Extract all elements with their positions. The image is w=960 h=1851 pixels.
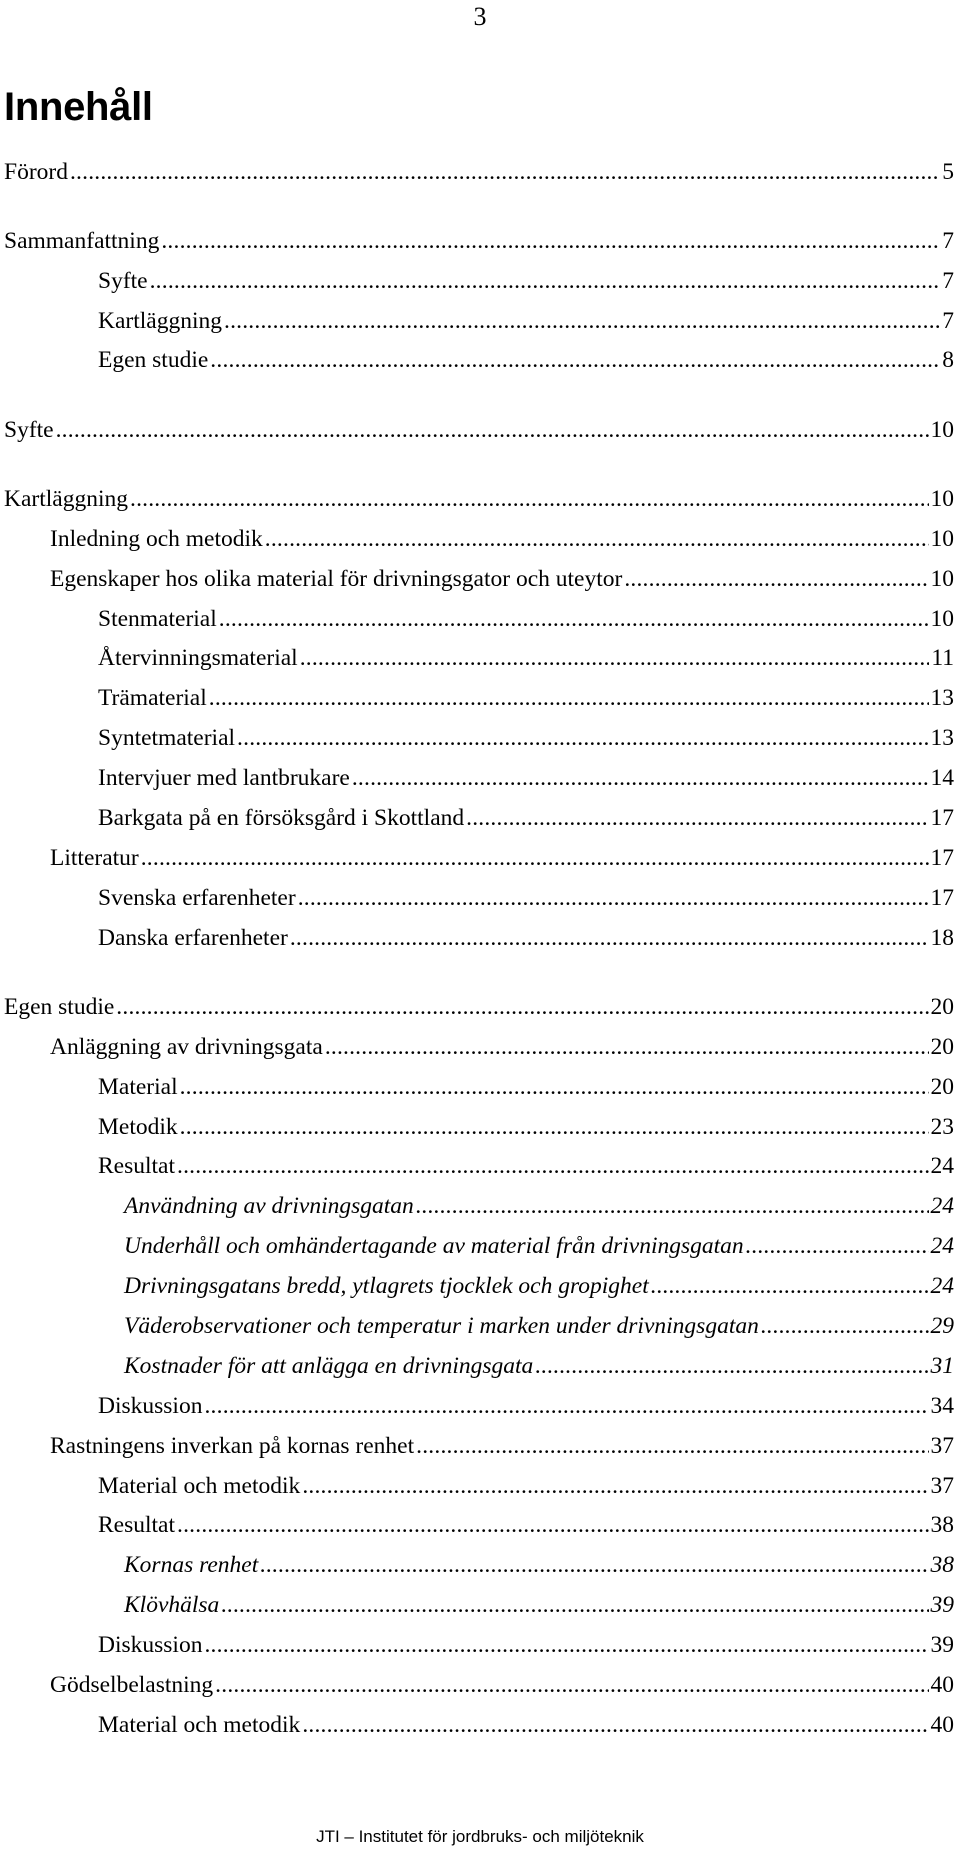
dot-leader — [215, 1669, 928, 1701]
toc-entry-title: Syfte — [98, 268, 148, 294]
toc-entry-title: Resultat — [98, 1153, 176, 1179]
dot-leader — [180, 1071, 929, 1103]
toc-entry-title: Förord — [4, 159, 68, 185]
dot-leader — [150, 265, 941, 297]
toc-entry-title: Diskussion — [98, 1393, 203, 1419]
toc-entry-title: Kornas renhet — [124, 1552, 259, 1578]
toc-entry[interactable] — [98, 682, 954, 714]
dot-leader — [221, 1589, 928, 1621]
page-footer: JTI – Institutet för jordbruks- och miljöteknik — [316, 1827, 644, 1846]
dot-leader — [265, 523, 929, 555]
toc-entry-page: 20 — [930, 1074, 954, 1100]
toc-entry-page: 10 — [930, 486, 954, 512]
toc-entry-title: Återvinningsmaterial — [98, 645, 298, 671]
dot-leader — [325, 1031, 929, 1063]
toc-entry-title: Klövhälsa — [124, 1592, 220, 1618]
toc-entry-page: 10 — [930, 526, 954, 552]
toc-entry-title: Anläggning av drivningsgata — [50, 1034, 323, 1060]
toc-entry-title: Stenmaterial — [98, 606, 217, 632]
dot-leader — [204, 1390, 928, 1422]
toc-entry[interactable] — [98, 1111, 954, 1143]
dot-leader — [761, 1310, 929, 1342]
toc-entry[interactable] — [124, 1270, 954, 1302]
toc-entry[interactable] — [98, 344, 954, 376]
toc-entry-page: 5 — [942, 159, 954, 185]
dot-leader — [352, 762, 929, 794]
toc-entry-title: Svenska erfarenheter — [98, 885, 296, 911]
toc-entry-title: Väderobservationer och temperatur i marken under drivningsgatan — [124, 1313, 759, 1339]
toc-entry-page: 37 — [930, 1473, 954, 1499]
toc-entry-page: 10 — [930, 566, 954, 592]
toc-entry-page: 13 — [930, 685, 954, 711]
toc-entry[interactable] — [50, 563, 954, 595]
toc-entry-page: 24 — [930, 1273, 954, 1299]
toc-entry-page: 24 — [930, 1153, 954, 1179]
toc-entry-page: 29 — [930, 1313, 954, 1339]
dot-leader — [224, 305, 940, 337]
dot-leader — [177, 1509, 928, 1541]
toc-entry[interactable] — [98, 1150, 954, 1182]
toc-entry-title: Egen studie — [98, 347, 209, 373]
toc-entry-title: Rastningens inverkan på kornas renhet — [50, 1433, 415, 1459]
toc-entry-title: Syfte — [4, 417, 54, 443]
toc-entry-page: 24 — [930, 1233, 954, 1259]
toc-entry-page: 18 — [930, 925, 954, 951]
toc-entry[interactable] — [4, 991, 954, 1023]
toc-entry[interactable] — [124, 1230, 954, 1262]
toc-entry-title: Material — [98, 1074, 178, 1100]
toc-entry[interactable] — [124, 1549, 954, 1581]
dot-leader — [70, 156, 940, 188]
toc-entry-page: 17 — [930, 805, 954, 831]
dot-leader — [237, 722, 928, 754]
toc-entry[interactable] — [98, 802, 954, 834]
toc-entry-page: 40 — [930, 1672, 954, 1698]
toc-entry[interactable] — [98, 603, 954, 635]
toc-entry-title: Kostnader för att anlägga en drivningsgata — [124, 1353, 534, 1379]
toc-entry[interactable] — [4, 156, 954, 188]
dot-leader — [298, 882, 929, 914]
dot-leader — [651, 1270, 929, 1302]
toc-entry[interactable] — [98, 762, 954, 794]
toc-entry-title: Material och metodik — [98, 1712, 301, 1738]
toc-entry[interactable] — [98, 722, 954, 754]
toc-entry-page: 24 — [930, 1193, 954, 1219]
dot-leader — [624, 563, 928, 595]
dot-leader — [130, 483, 929, 515]
toc-entry[interactable] — [4, 225, 954, 257]
toc-entry-title: Egen studie — [4, 994, 115, 1020]
toc-entry[interactable] — [50, 1031, 954, 1063]
toc-entry-page: 20 — [930, 994, 954, 1020]
dot-leader — [416, 1190, 929, 1222]
dot-leader — [180, 1111, 929, 1143]
toc-entry-title: Drivningsgatans bredd, ytlagrets tjocklek och gropighet — [124, 1273, 649, 1299]
toc-entry-page: 17 — [930, 845, 954, 871]
toc-entry-title: Kartläggning — [4, 486, 128, 512]
toc-entry-page: 38 — [930, 1512, 954, 1538]
toc-entry-page: 37 — [930, 1433, 954, 1459]
toc-entry[interactable] — [98, 882, 954, 914]
toc-entry[interactable] — [124, 1310, 954, 1342]
toc-entry-page: 11 — [931, 645, 954, 671]
dot-leader — [302, 1709, 928, 1741]
toc-entry[interactable] — [98, 265, 954, 297]
page-number: 3 — [473, 2, 487, 31]
dot-leader — [161, 225, 940, 257]
toc-entry-page: 10 — [930, 417, 954, 443]
dot-leader — [260, 1549, 928, 1581]
toc-entry[interactable] — [98, 1470, 954, 1502]
toc-entry[interactable] — [4, 414, 954, 446]
toc-entry-page: 34 — [930, 1393, 954, 1419]
toc-entry[interactable] — [98, 1509, 954, 1541]
dot-leader — [204, 1629, 928, 1661]
dot-leader — [210, 344, 940, 376]
toc-entry[interactable] — [98, 1629, 954, 1661]
toc-entry-title: Litteratur — [50, 845, 139, 871]
toc-entry-page: 8 — [942, 347, 954, 373]
toc-entry-title: Gödselbelastning — [50, 1672, 214, 1698]
toc-entry-page: 17 — [930, 885, 954, 911]
toc-entry-title: Intervjuer med lantbrukare — [98, 765, 350, 791]
toc-entry-page: 23 — [930, 1114, 954, 1140]
dot-leader — [416, 1430, 928, 1462]
toc-entry-page: 39 — [930, 1592, 954, 1618]
dot-leader — [746, 1230, 929, 1262]
toc-entry-title: Resultat — [98, 1512, 176, 1538]
toc-entry-page: 39 — [930, 1632, 954, 1658]
dot-leader — [177, 1150, 928, 1182]
toc-entry[interactable] — [98, 1390, 954, 1422]
toc-entry-title: Metodik — [98, 1114, 178, 1140]
dot-leader — [290, 922, 929, 954]
toc-entry-title: Syntetmaterial — [98, 725, 236, 751]
toc-entry-title: Användning av drivningsgatan — [124, 1193, 414, 1219]
toc-entry-page: 14 — [930, 765, 954, 791]
toc-entry[interactable] — [98, 305, 954, 337]
toc-entry-page: 38 — [930, 1552, 954, 1578]
toc-entry[interactable] — [50, 1430, 954, 1462]
dot-leader — [466, 802, 928, 834]
toc-entry-page: 13 — [930, 725, 954, 751]
dot-leader — [302, 1470, 928, 1502]
dot-leader — [535, 1350, 928, 1382]
dot-leader — [209, 682, 929, 714]
toc-entry[interactable] — [98, 922, 954, 954]
toc-entry[interactable] — [50, 842, 954, 874]
toc-entry-title: Egenskaper hos olika material för drivningsgator och uteytor — [50, 566, 623, 592]
toc-heading: Innehåll — [4, 85, 153, 129]
toc-entry-title: Diskussion — [98, 1632, 203, 1658]
toc-entry[interactable] — [124, 1190, 954, 1222]
toc-entry-page: 20 — [930, 1034, 954, 1060]
toc-entry[interactable] — [98, 1071, 954, 1103]
toc-entry-title: Kartläggning — [98, 308, 222, 334]
toc-entry-title: Sammanfattning — [4, 228, 160, 254]
toc-entry[interactable] — [124, 1350, 954, 1382]
dot-leader — [141, 842, 929, 874]
toc-entry[interactable] — [4, 483, 954, 515]
dot-leader — [116, 991, 928, 1023]
dot-leader — [56, 414, 929, 446]
toc-entry-title: Underhåll och omhändertagande av material från drivningsgatan — [124, 1233, 744, 1259]
toc-entry-title: Inledning och metodik — [50, 526, 263, 552]
toc-entry[interactable] — [50, 1669, 954, 1701]
toc-entry-title: Material och metodik — [98, 1473, 301, 1499]
toc-entry-page: 40 — [930, 1712, 954, 1738]
toc-entry-title: Trämaterial — [98, 685, 207, 711]
toc-entry[interactable] — [124, 1589, 954, 1621]
toc-entry[interactable] — [50, 523, 954, 555]
toc-entry-page: 10 — [930, 606, 954, 632]
toc-entry-page: 7 — [942, 308, 954, 334]
toc-entry-page: 31 — [930, 1353, 954, 1379]
toc-entry[interactable] — [98, 1709, 954, 1741]
dot-leader — [219, 603, 929, 635]
toc-entry-title: Barkgata på en försöksgård i Skottland — [98, 805, 465, 831]
dot-leader — [300, 642, 930, 674]
toc-entry-page: 7 — [942, 228, 954, 254]
toc-entry[interactable] — [98, 642, 954, 674]
toc-entry-title: Danska erfarenheter — [98, 925, 288, 951]
toc-entry-page: 7 — [942, 268, 954, 294]
